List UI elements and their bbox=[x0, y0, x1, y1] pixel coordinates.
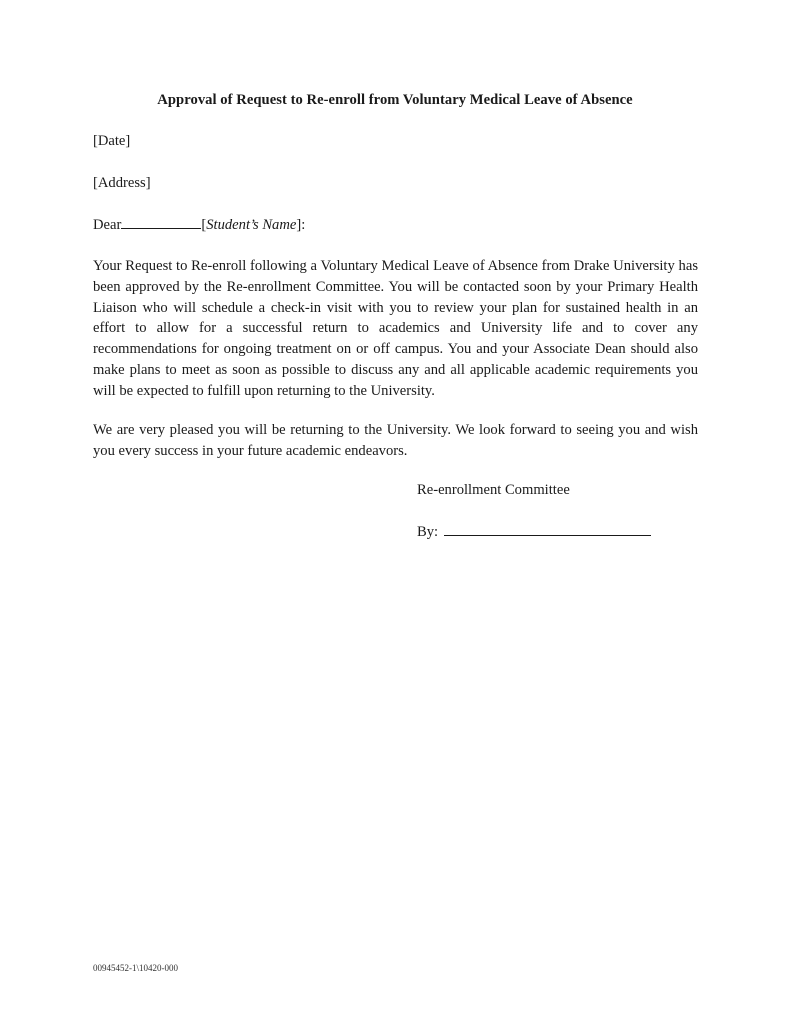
salutation-prefix: Dear bbox=[93, 217, 122, 233]
signature-by-line bbox=[417, 523, 651, 541]
student-name-blank bbox=[121, 216, 201, 229]
student-name-placeholder: Student’s Name bbox=[206, 217, 297, 233]
bracket-open: [ bbox=[201, 217, 207, 233]
salutation bbox=[93, 216, 305, 234]
footer-document-code: 00945452-1\10420-000 bbox=[93, 963, 178, 973]
body-paragraph-approval: Your Request to Re-enroll following a Voluntary Medical Leave of Absence from Drake University has been approved by the Re-enrollment Committee. You will be contacted soon by your Primary Health Liaison who will schedule a check-in visit with you to review your plan for sustained health in an effort to allow for a successful return to academics and University life and to cover any recommendations for ongoing treatment on or off campus. You and your Associate Dean should also make plans to meet as soon as possible to discuss any and all applicable academic requirements you will be expected to fulfill upon returning to the University. bbox=[93, 258, 698, 399]
body-paragraph-closing: We are very pleased you will be returning to the University. We look forward to seeing you and wish you every success in your future academic endeavors. bbox=[93, 422, 698, 459]
document-title: Approval of Request to Re-enroll from Voluntary Medical Leave of Absence bbox=[157, 92, 633, 108]
address-placeholder: [Address] bbox=[93, 175, 151, 191]
signature-blank bbox=[444, 523, 651, 536]
bracket-close: ]: bbox=[296, 217, 306, 233]
date-placeholder: [Date] bbox=[93, 133, 131, 149]
signature-committee: Re-enrollment Committee bbox=[417, 482, 570, 498]
signature-by-label: By: bbox=[417, 524, 439, 540]
